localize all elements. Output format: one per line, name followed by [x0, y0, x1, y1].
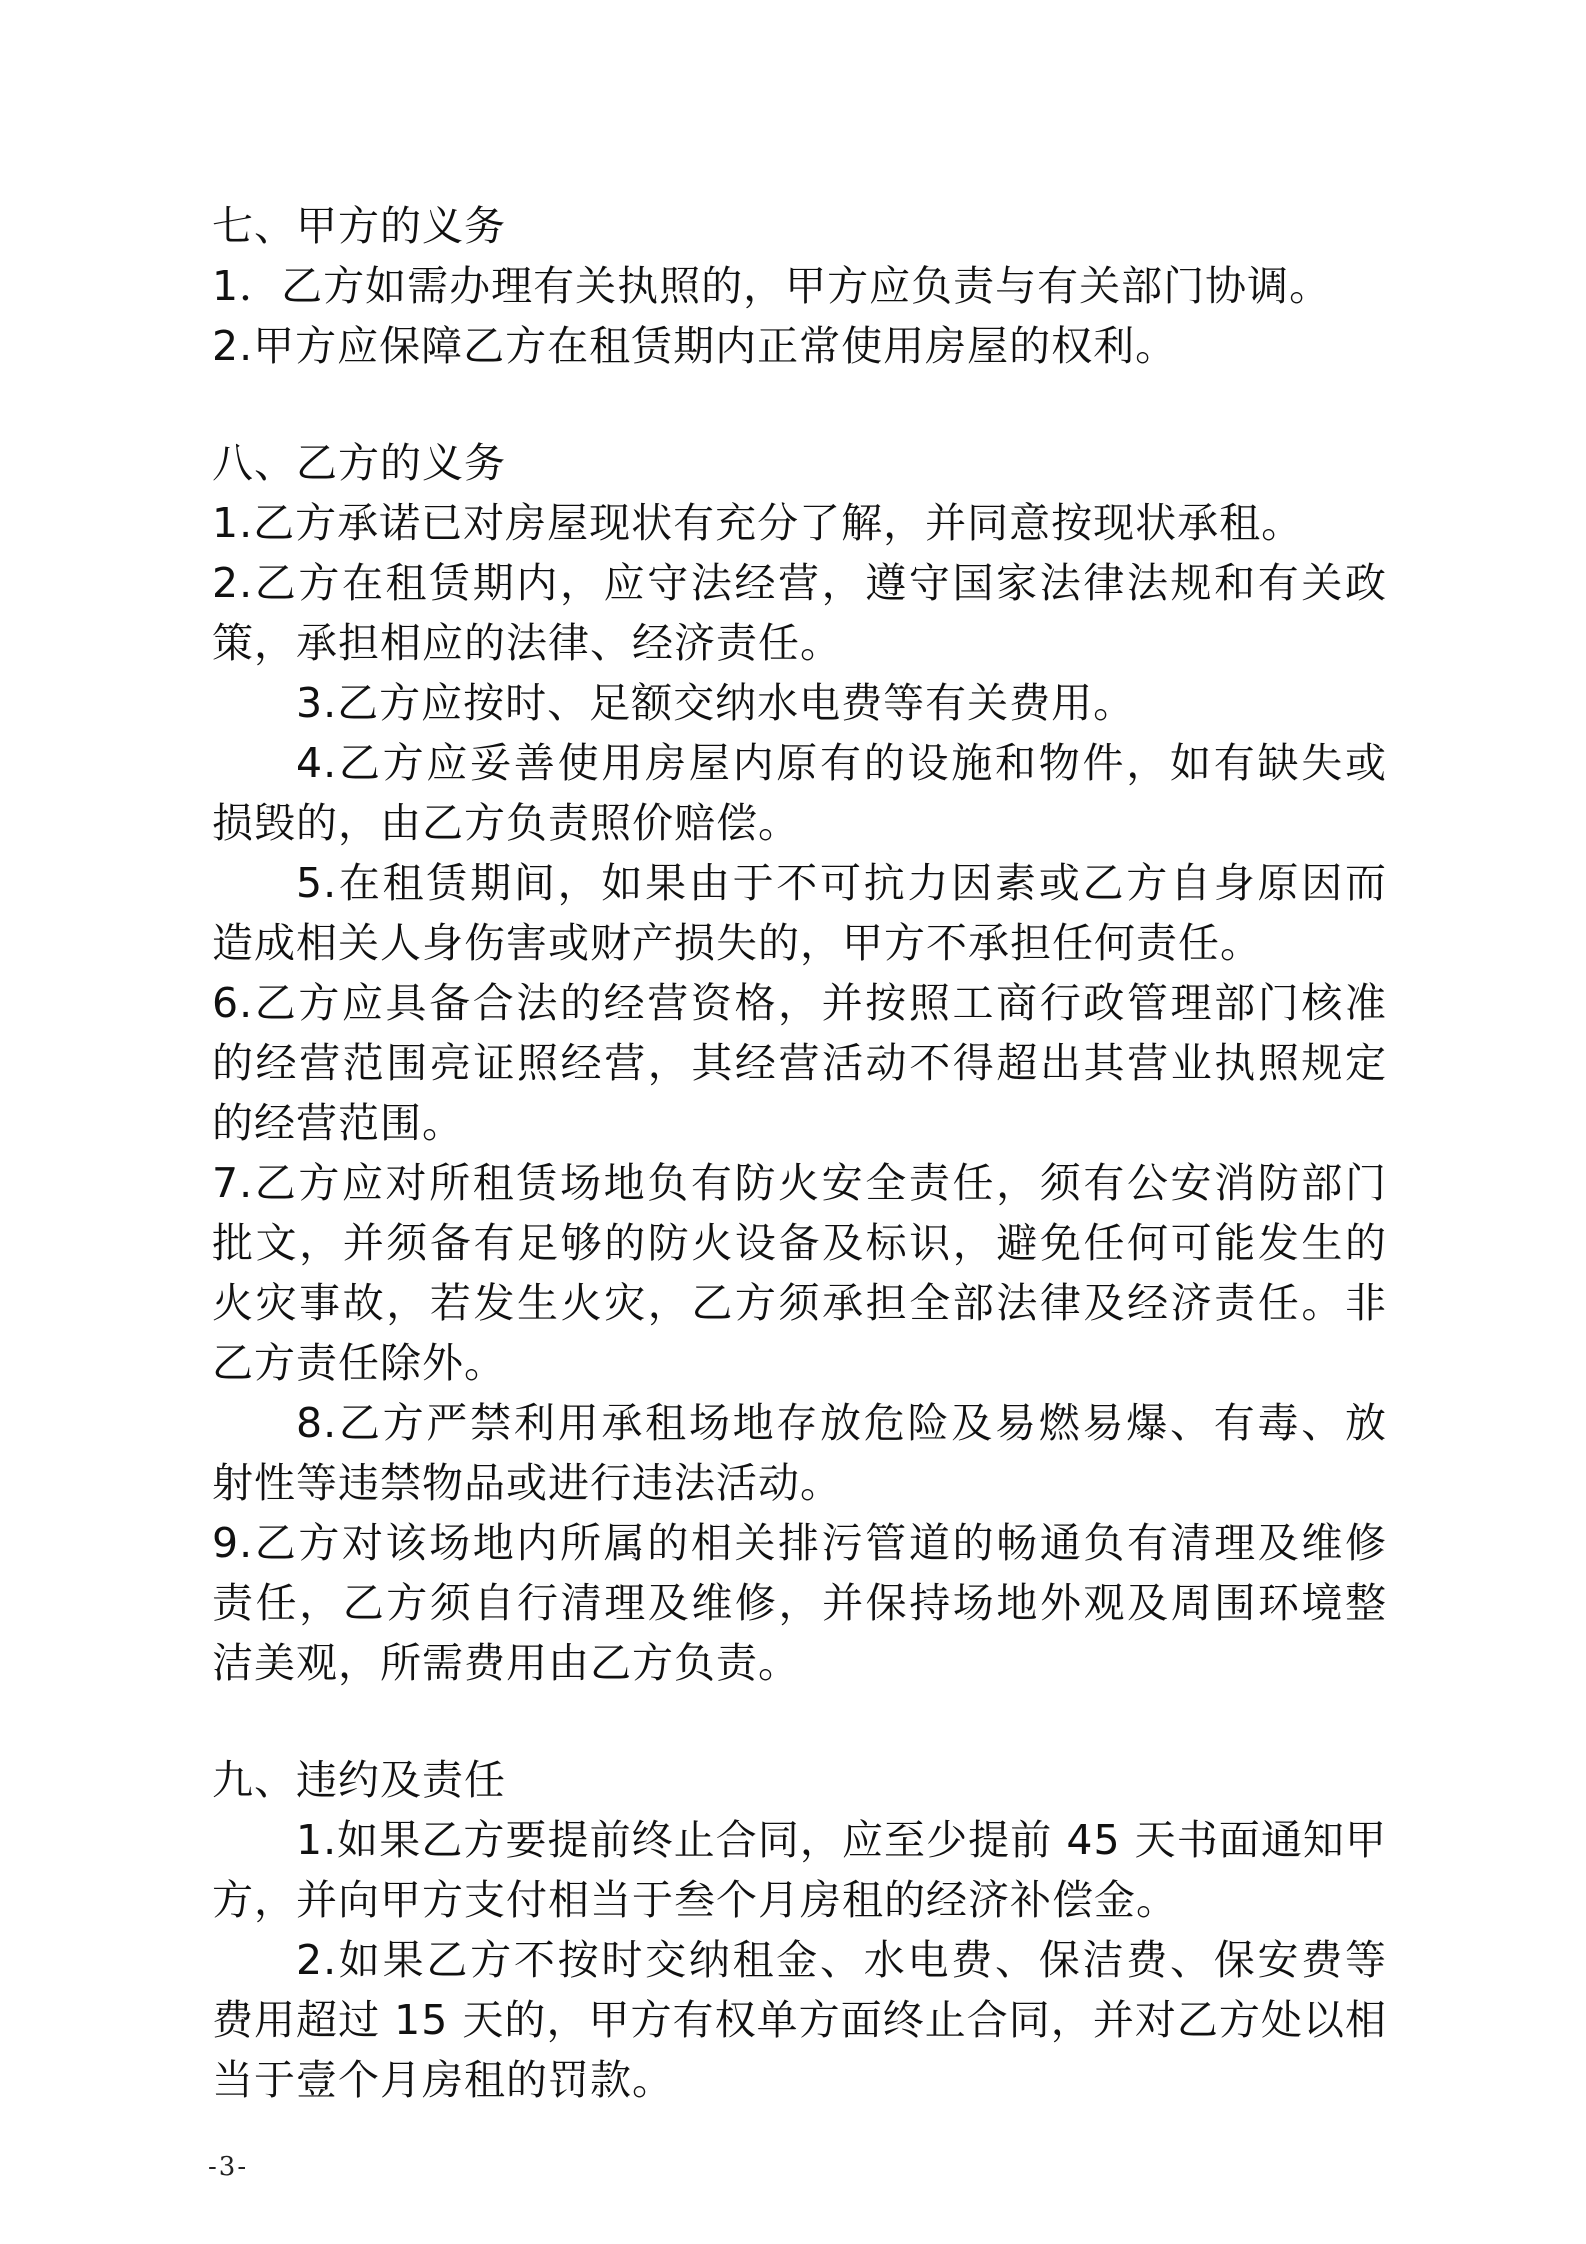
section-heading: 八、乙方的义务: [212, 439, 506, 487]
clause: 1.乙方承诺已对房屋现状有充分了解，并同意按现状承租。: [212, 499, 1304, 547]
clause: 2.甲方应保障乙方在租赁期内正常使用房屋的权利。: [212, 322, 1178, 370]
clause: 8.乙方严禁利用承租场地存放危险及易燃易爆、有毒、放射性等违禁物品或进行违法活动。: [212, 1399, 1387, 1507]
section-heading: 七、甲方的义务: [212, 202, 506, 250]
section-heading: 九、违约及责任: [212, 1756, 506, 1804]
clause: 1．乙方如需办理有关执照的，甲方应负责与有关部门协调。: [212, 262, 1332, 310]
page-number: -3-: [208, 2152, 249, 2182]
clause: 2.如果乙方不按时交纳租金、水电费、保洁费、保安费等费用超过 15 天的，甲方有权单方面终止合同，并对乙方处以相当于壹个月房租的罚款。: [212, 1936, 1387, 2104]
clause: 2.乙方在租赁期内，应守法经营，遵守国家法律法规和有关政策，承担相应的法律、经济责任。: [212, 559, 1387, 667]
section-breach-liability: [212, 1750, 1387, 2110]
clause: 3.乙方应按时、足额交纳水电费等有关费用。: [296, 679, 1136, 727]
clause: 5.在租赁期间，如果由于不可抗力因素或乙方自身原因而造成相关人身伤害或财产损失的，甲方不承担任何责任。: [212, 859, 1387, 967]
clause: 4.乙方应妥善使用房屋内原有的设施和物件，如有缺失或损毁的，由乙方负责照价赔偿。: [212, 739, 1387, 847]
clause: 7.乙方应对所租赁场地负有防火安全责任，须有公安消防部门批文，并须备有足够的防火设备及标识，避免任何可能发生的火灾事故，若发生火灾，乙方须承担全部法律及经济责任。非乙方责任除外。: [212, 1159, 1387, 1387]
section-party-b-obligations: [212, 433, 1387, 1693]
document-body: [212, 196, 1387, 2110]
clause: 1.如果乙方要提前终止合同，应至少提前 45 天书面通知甲方，并向甲方支付相当于叁个月房租的经济补偿金。: [212, 1816, 1387, 1924]
clause: 6.乙方应具备合法的经营资格，并按照工商行政管理部门核准的经营范围亮证照经营，其经营活动不得超出其营业执照规定的经营范围。: [212, 979, 1387, 1147]
section-party-a-obligations: [212, 196, 1387, 376]
clause: 9.乙方对该场地内所属的相关排污管道的畅通负有清理及维修责任，乙方须自行清理及维修，并保持场地外观及周围环境整洁美观，所需费用由乙方负责。: [212, 1519, 1387, 1687]
